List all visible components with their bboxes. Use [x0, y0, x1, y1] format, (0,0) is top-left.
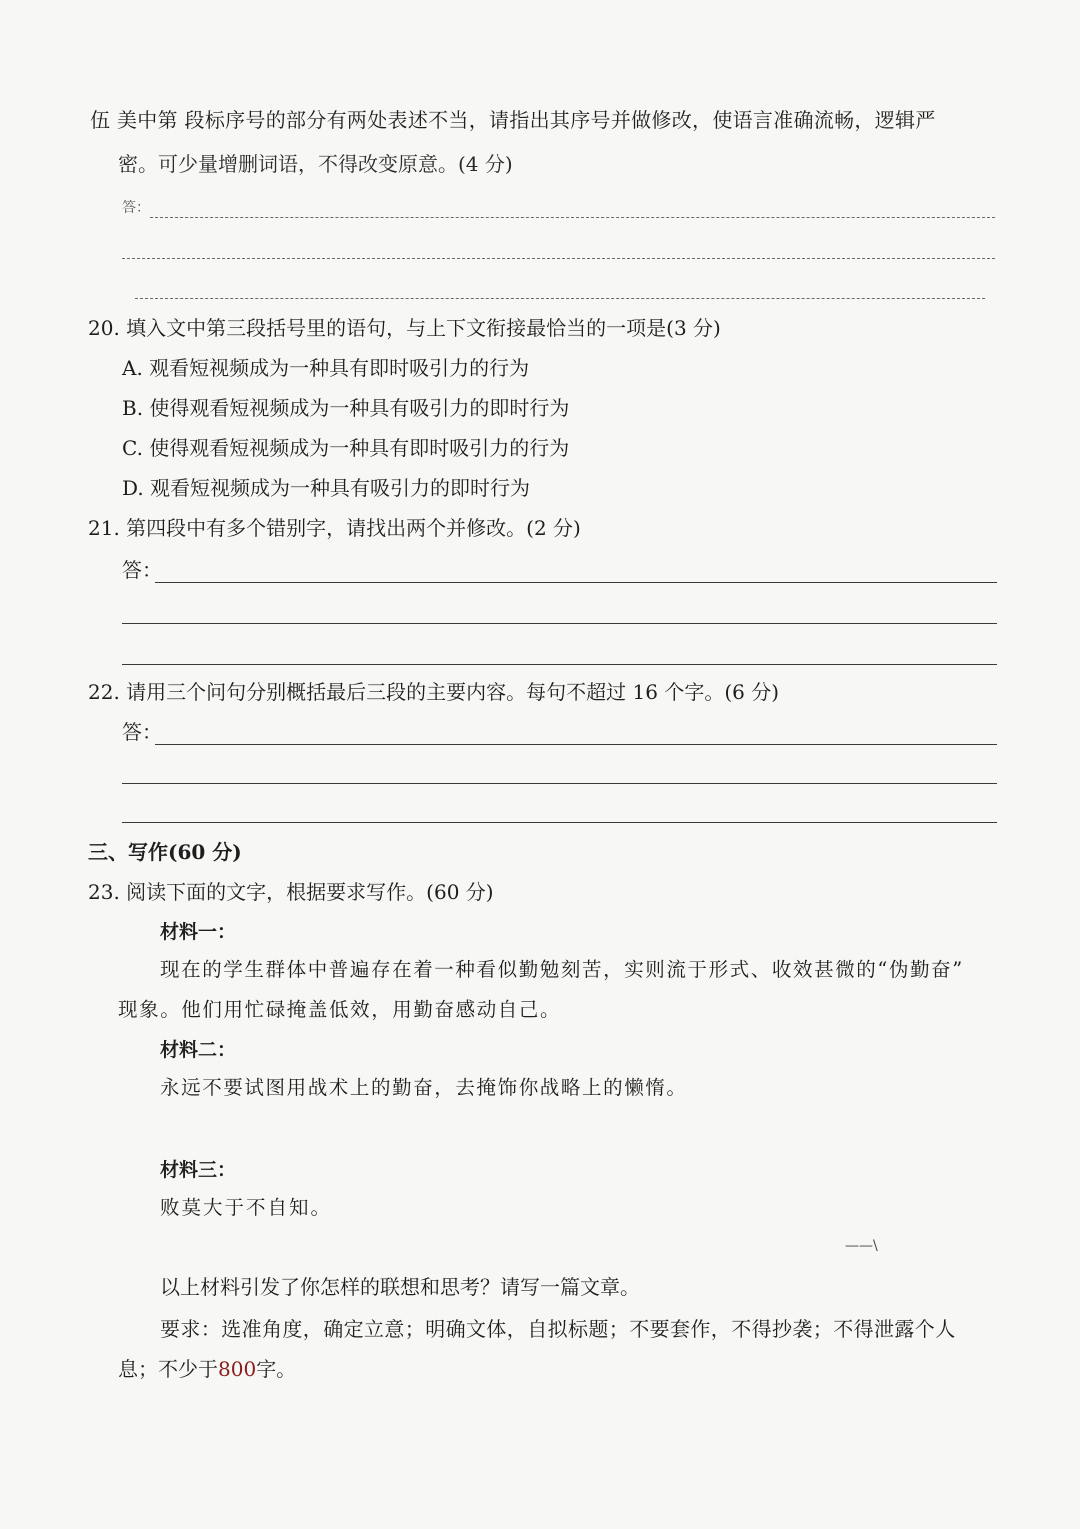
q22-answer-label: 答：	[122, 720, 162, 744]
q19-answer-line-1[interactable]	[150, 217, 995, 218]
material-2-text: 永远不要试图用战术上的勤奋，去掩饰你战略上的懒惰。	[160, 1076, 688, 1099]
q22-answer-line-1[interactable]	[155, 744, 997, 745]
req-line2-post: 字。	[256, 1357, 297, 1381]
q21-answer-line-1[interactable]	[155, 582, 997, 583]
q22-stem: 22. 请用三个问句分别概括最后三段的主要内容。每句不超过 16 个字。(6 分)	[88, 680, 780, 704]
req-line2-pre: 息；不少于	[118, 1357, 218, 1381]
q22-answer-line-3[interactable]	[122, 822, 997, 823]
q19-answer-label: 答：	[122, 200, 150, 216]
q21-answer-label: 答：	[122, 558, 162, 582]
q20-option-a: A. 观看短视频成为一种具有即时吸引力的行为	[122, 356, 530, 380]
material-3-label: 材料三：	[160, 1159, 237, 1181]
q19-line1: 伍 美中第 段标序号的部分有两处表述不当，请指出其序号并做修改，使语言准确流畅，逻辑严	[90, 108, 936, 132]
writing-prompt: 以上材料引发了你怎样的联想和思考？请写一篇文章。	[160, 1275, 640, 1299]
writing-requirements-line-2	[118, 1355, 296, 1383]
q20-option-c: C. 使得观看短视频成为一种具有即时吸引力的行为	[122, 436, 570, 460]
material-1-label: 材料一：	[160, 921, 237, 943]
section-title-writing: 三、写作(60 分)	[88, 840, 242, 864]
q19-answer-line-2[interactable]	[122, 258, 995, 259]
q19-answer-line-3[interactable]	[135, 298, 985, 299]
q20-option-b: B. 使得观看短视频成为一种具有吸引力的即时行为	[122, 396, 570, 420]
word-count-number: 800	[218, 1357, 257, 1381]
q20-stem: 20. 填入文中第三段括号里的语句，与上下文衔接最恰当的一项是(3 分)	[88, 316, 721, 340]
material-3-text: 败莫大于不自知。	[160, 1196, 333, 1219]
material-1-line-2: 现象。他们用忙碌掩盖低效，用勤奋感动自己。	[118, 998, 562, 1021]
q22-answer-line-2[interactable]	[122, 783, 997, 784]
material-3-attribution: ——\	[845, 1238, 878, 1254]
writing-requirements-line-1: 要求：选准角度，确定立意；明确文体，自拟标题；不要套作，不得抄袭；不得泄露个人	[160, 1317, 956, 1341]
q21-answer-line-2[interactable]	[122, 623, 997, 624]
material-2-label: 材料二：	[160, 1039, 237, 1061]
material-1-line-1: 现在的学生群体中普遍存在着一种看似勤勉刻苦，实则流于形式、收效甚微的“伪勤奋”	[160, 958, 964, 981]
q23-stem: 23. 阅读下面的文字，根据要求写作。(60 分)	[88, 880, 494, 904]
q21-stem: 21. 第四段中有多个错别字，请找出两个并修改。(2 分)	[88, 516, 581, 540]
q21-answer-line-3[interactable]	[122, 664, 997, 665]
q19-line2: 密。可少量增删词语，不得改变原意。(4 分)	[118, 152, 513, 176]
q20-option-d: D. 观看短视频成为一种具有吸引力的即时行为	[122, 476, 531, 500]
